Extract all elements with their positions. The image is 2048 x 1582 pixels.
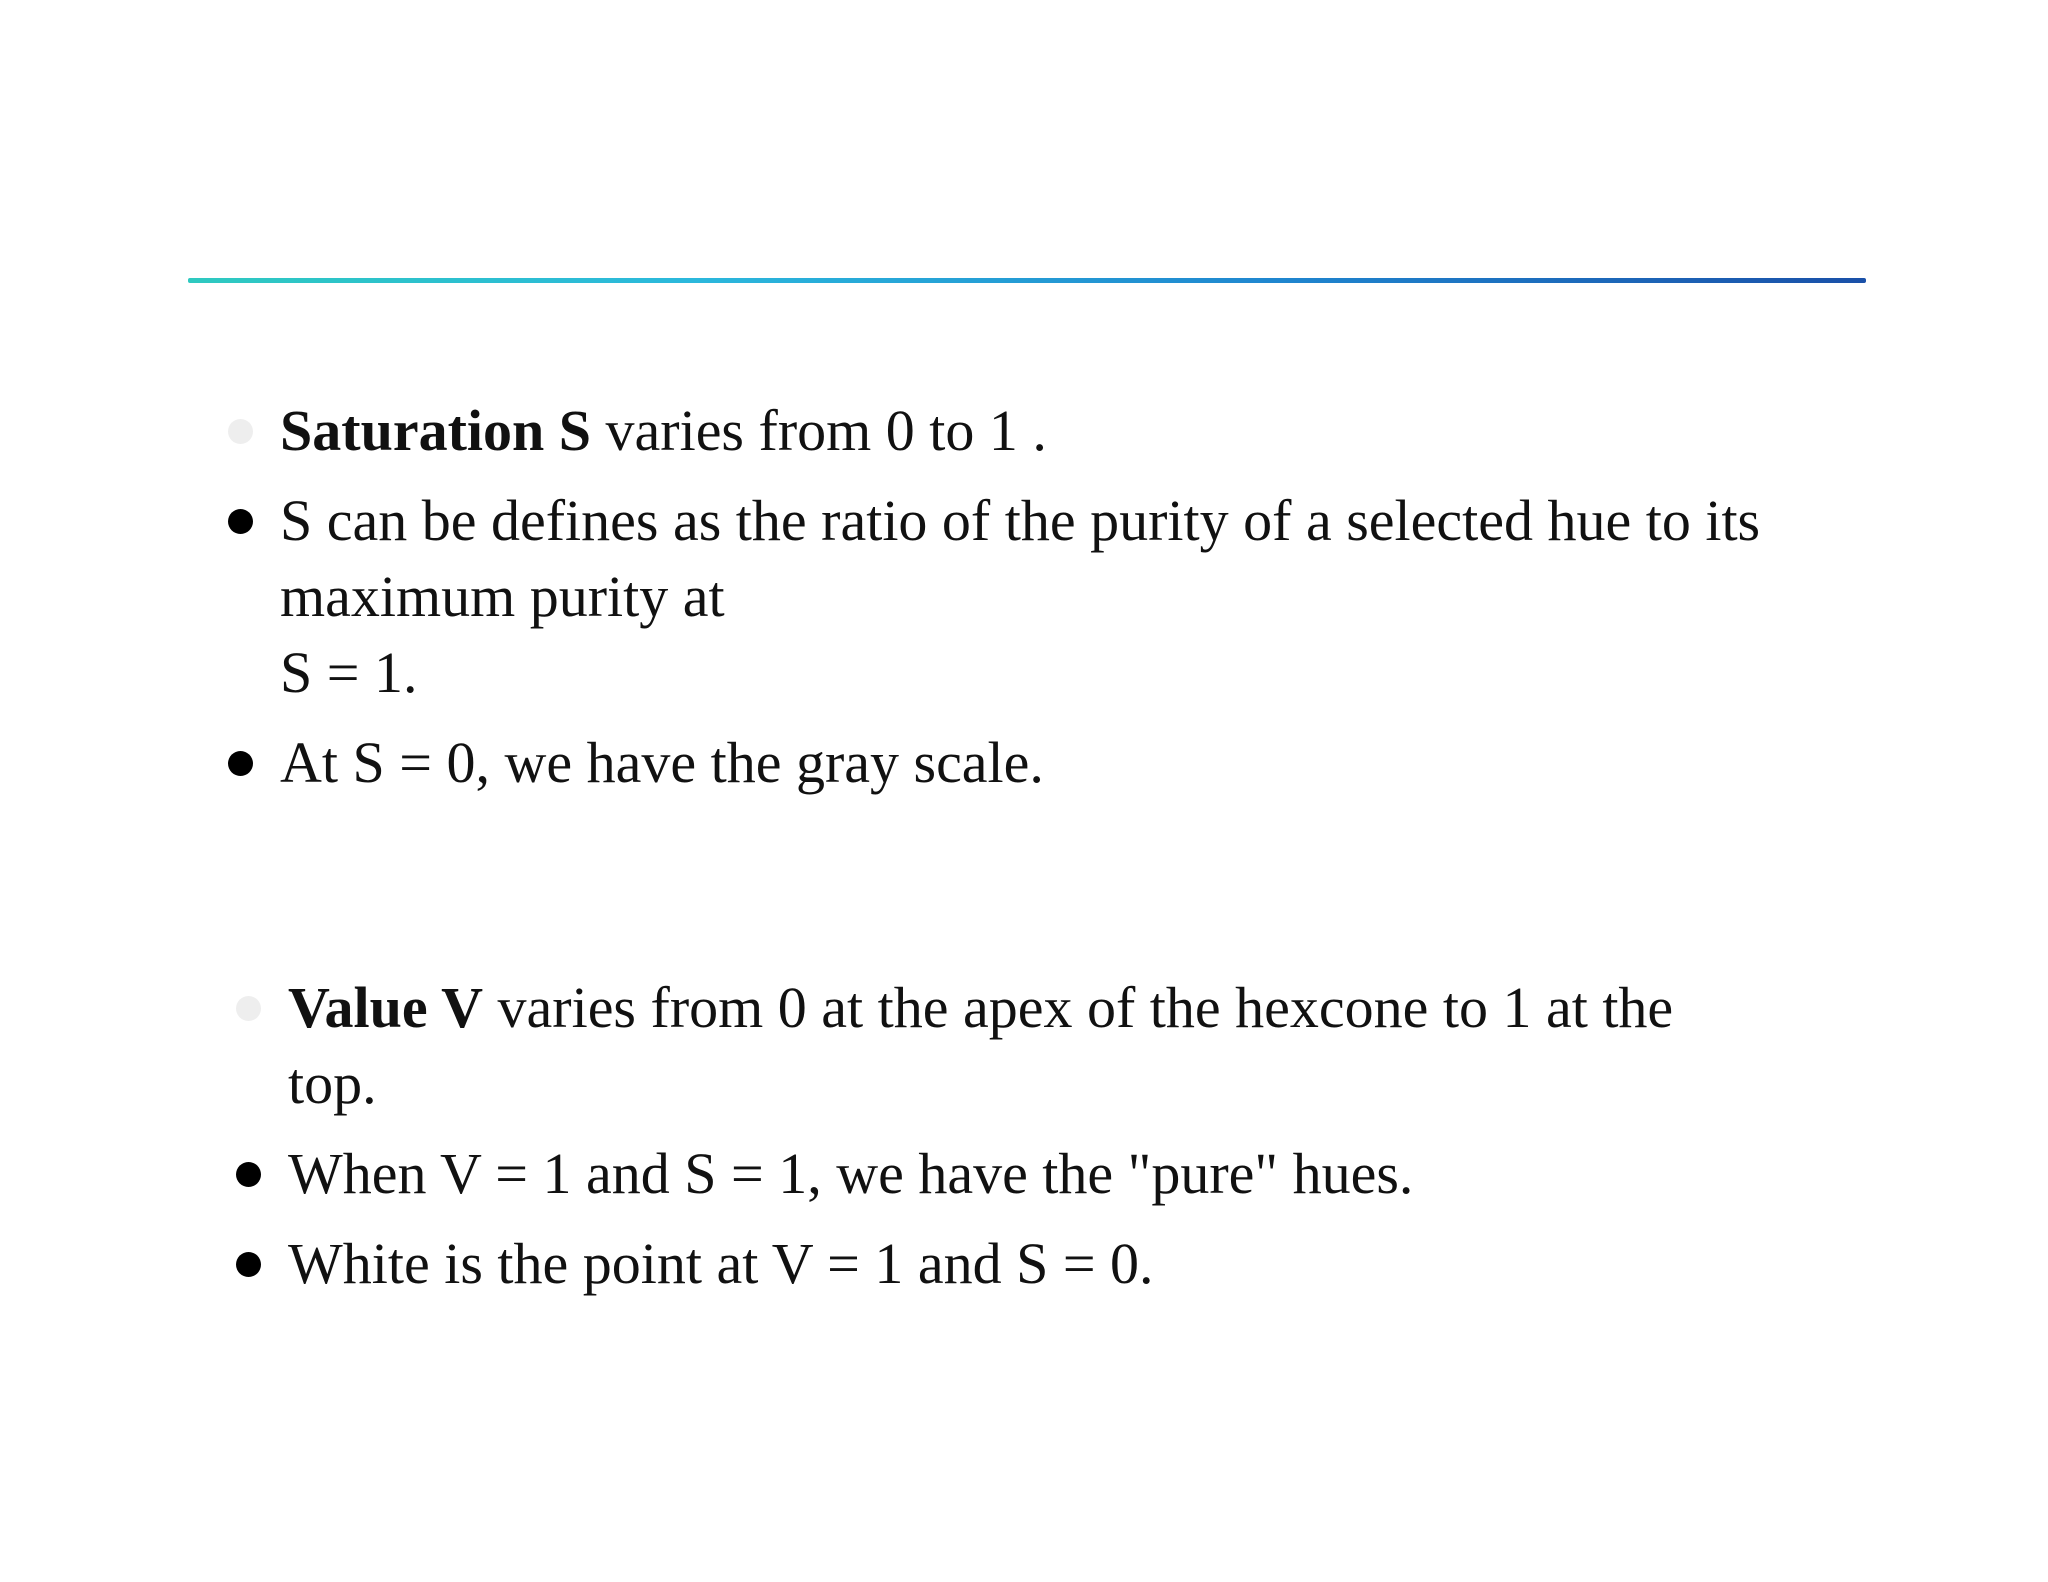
bullet-line: top. bbox=[288, 1051, 377, 1116]
bullet-marker bbox=[236, 1162, 261, 1187]
bullet-marker bbox=[228, 509, 253, 534]
bullet-body: At S = 0, we have the gray scale. bbox=[280, 730, 1044, 795]
value-bullet-list bbox=[236, 970, 1836, 1316]
bullet-body: When V = 1 and S = 1, we have the "pure" hues. bbox=[288, 1141, 1414, 1206]
bullet-body: varies from 0 at the apex of the hexcone to 1 at the bbox=[483, 975, 1674, 1040]
value-bullet-1 bbox=[236, 970, 1836, 1122]
title-divider bbox=[188, 278, 1866, 283]
bullet-marker bbox=[236, 996, 261, 1021]
bullet-body: White is the point at V = 1 and S = 0. bbox=[288, 1231, 1154, 1296]
bullet-text bbox=[280, 398, 1047, 463]
bullet-marker bbox=[228, 419, 253, 444]
value-bullet-3 bbox=[236, 1226, 1836, 1302]
bullet-marker bbox=[236, 1252, 261, 1277]
bullet-text bbox=[280, 483, 1888, 711]
bullet-line: maximum purity at bbox=[280, 564, 725, 629]
saturation-bullet-1 bbox=[228, 393, 1888, 469]
bullet-line: S = 1. bbox=[280, 640, 418, 705]
bullet-body: varies from 0 to 1 . bbox=[591, 398, 1047, 463]
bullet-lead: Value V bbox=[288, 975, 484, 1040]
saturation-bullet-2 bbox=[228, 483, 1888, 711]
bullet-marker bbox=[228, 751, 253, 776]
bullet-lead: Saturation S bbox=[280, 398, 592, 463]
value-bullet-2 bbox=[236, 1136, 1836, 1212]
bullet-line: S can be defines as the ratio of the purity of a selected hue to its bbox=[280, 488, 1761, 553]
saturation-bullet-3 bbox=[228, 725, 1888, 801]
saturation-bullet-list bbox=[228, 393, 1888, 815]
bullet-line bbox=[288, 970, 1836, 1046]
bullet-text bbox=[288, 970, 1836, 1122]
